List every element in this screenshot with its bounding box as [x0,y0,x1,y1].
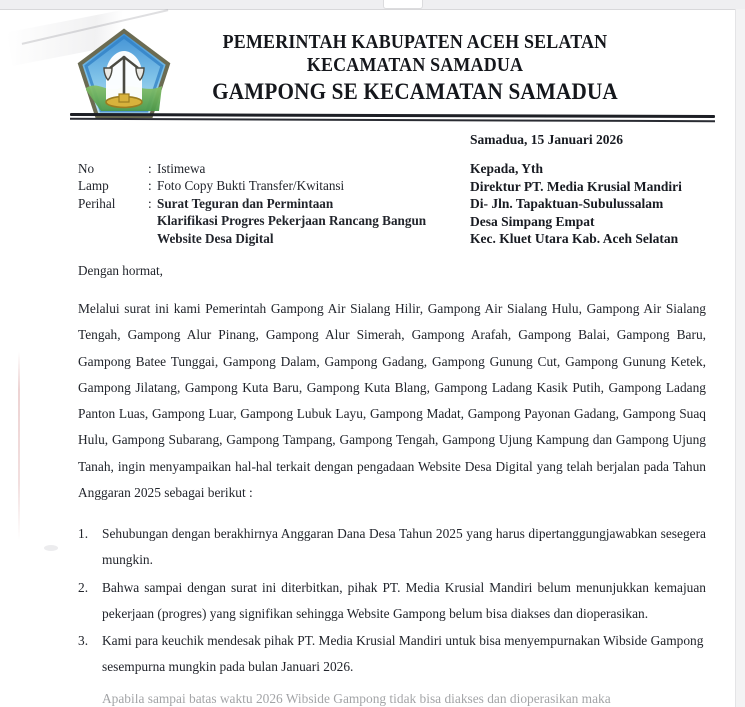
scan-artifact-smudge [44,545,58,551]
salutation: Dengan hormat, [78,263,163,278]
letterhead-divider [70,114,715,122]
letterhead-line-3: GAMPONG SE KECAMATAN SAMADUA [212,78,618,104]
cut-off-line [102,694,706,707]
list-item [78,521,706,573]
letterhead-line-2: KECAMATAN SAMADUA [306,54,524,76]
viewer-right-gutter [735,9,745,707]
addressee-block [470,160,682,248]
addressee-line-5: Kec. Kluet Utara Kab. Aceh Selatan [470,231,679,247]
reference-value-lamp: Foto Copy Bukti Transfer/Kwitansi [157,178,345,194]
reference-value-no: Istimewa [157,161,206,176]
coat-of-arms-icon [76,28,172,122]
date-line: Samadua, 15 Januari 2026 [470,132,624,147]
reference-value-perihal-line-2: Klarifikasi Progres Pekerjaan Rancang Bangun [157,213,427,229]
viewer-pill [383,0,423,9]
reference-label-lamp: Lamp [78,178,109,194]
cut-off-line-text: Apabila sampai batas waktu 2026 Wibside Gampong tidak bisa diakses dan dioperasikan maka [102,694,611,706]
addressee-line-3: Di- Jln. Tapaktuan-Subulussalam [470,196,664,212]
reference-row-perihal [78,195,426,212]
reference-colon: : [148,178,152,194]
list-item-text: Sehubungan dengan berakhirnya Anggaran Dana Desa Tahun 2025 yang harus dipertanggungjawabkan sesegera mungkin. [102,526,706,567]
reference-value-perihal-line-3: Website Desa Digital [157,230,274,246]
list-item [78,575,706,627]
reference-row-no [78,160,426,177]
divider-thin-rule [70,118,715,122]
viewer-top-strip [0,0,745,10]
list-item-number: 2. [78,579,89,595]
list-item-text: Bahwa sampai dengan surat ini diterbitkan, pihak PT. Media Krusial Mandiri belum menunjukkan kemajuan pekerjaan (progres) yang signifikan sehingga Website Gampong belum bisa diakses dan dioperasikan. [102,579,706,621]
addressee-line-1: Kepada, Yth [470,161,544,176]
letterhead-line-1: PEMERINTAH KABUPATEN ACEH SELATAN [222,32,608,53]
letterhead-titles [170,32,660,104]
reference-label-no: No [78,161,95,176]
addressee-line-4: Desa Simpang Empat [470,213,595,229]
addressee-line-2: Direktur PT. Media Krusial Mandiri [470,178,682,194]
reference-label-perihal: Perihal [78,195,116,211]
letterhead [0,24,735,108]
reference-block [78,160,426,247]
list-item [78,628,706,680]
reference-colon: : [148,195,152,211]
body-paragraph: Melalui surat ini kami Pemerintah Gampong Air Sialang Hilir, Gampong Air Sialang Hulu, Gampong Air Sialang Tengah, Gampong Alur Pinang, Gampong Alur Simerah, Gampong Arafah, Gampong Balai, Gampong Baru, Gampong Batee Tunggai, Gampong Dalam, Gampong Gadang, Gampong Gunung Cut, Gampong Gunung Ketek, Gampong Jilatang, Gampong Kuta Baru, Gampong Kuta Blang, Gampong Ladang Kasik Putih, Gampong Ladang Panton Luas, Gampong Luar, Gampong Lubuk Layu, Gampong Madat, Gampong Payonan Gadang, Gampong Suaq Hulu, Gampong Subarang, Gampong Tampang, Gampong Tengah, Gampong Ujung Kampung dan Gampong Ujung Tanah, ingin menyampaikan hal-hal terkait dengan pengadaan Website Desa Digital yang telah berjalan pada Tahun Anggaran 2025 sebagai berikut : [78,301,706,500]
reference-value-perihal-line-1: Surat Teguran dan Permintaan [157,195,334,211]
scan-artifact-red-mark [18,352,20,540]
list-item-number: 3. [78,633,89,649]
numbered-list [78,521,706,682]
reference-row-lamp [78,177,426,194]
reference-colon: : [148,161,152,176]
list-item-text: Kami para keuchik mendesak pihak PT. Media Krusial Mandiri untuk bisa menyempurnakan Wibside Gampong sesempurna mungkin pada bulan Januari 2026. [102,633,704,675]
list-item-number: 1. [78,526,89,541]
